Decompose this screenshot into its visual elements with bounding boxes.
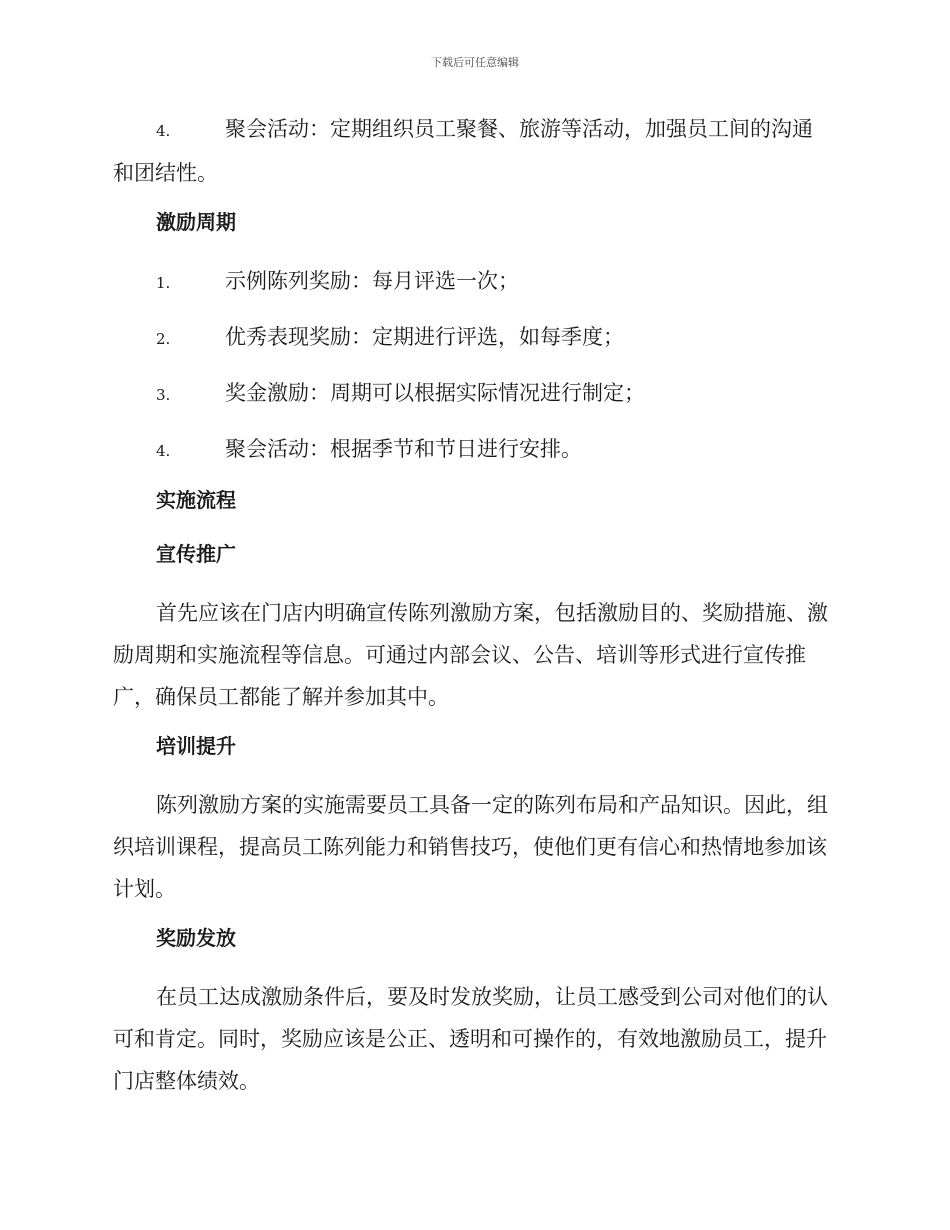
header-note: 下载后可任意编辑 [431, 56, 519, 69]
paragraph-promotion: 首先应该在门店内明确宣传陈列激励方案，包括激励目的、奖励措施、激励周期和实施流程等信息。可通过内部会议、公告、培训等形式进行宣传推广，确保员工都能了解并参加其中。 [113, 601, 828, 709]
paragraph-training: 陈列激励方案的实施需要员工具备一定的陈列布局和产品知识。因此，组织培训课程，提高员工陈列能力和销售技巧，使他们更有信心和热情地参加该计划。 [113, 793, 828, 901]
list-number: 4. [156, 122, 171, 140]
list-number: 4. [156, 442, 171, 460]
paragraph-reward: 在员工达成激励条件后，要及时发放奖励，让员工感受到公司对他们的认可和肯定。同时，奖励应该是公正、透明和可操作的，有效地激励员工，提升门店整体绩效。 [113, 985, 828, 1093]
document-body [113, 108, 833, 1114]
list-item [113, 428, 833, 472]
list-number: 2. [156, 330, 171, 348]
subheading-promotion: 宣传推广 [156, 542, 236, 566]
list-item [113, 372, 833, 416]
section-heading-cycle: 激励周期 [156, 210, 236, 234]
list-text: 示例陈列奖励：每月评选一次； [225, 269, 519, 293]
list-text: 奖金激励：周期可以根据实际情况进行制定； [225, 381, 645, 405]
list-number: 3. [156, 386, 171, 404]
list-text: 聚会活动：定期组织员工聚餐、旅游等活动，加强员工间的沟通和团结性。 [113, 117, 813, 185]
list-text: 聚会活动：根据季节和节日进行安排。 [225, 437, 582, 461]
list-item [113, 108, 833, 194]
list-item [113, 260, 833, 304]
section-heading-process: 实施流程 [156, 488, 236, 512]
subheading-reward: 奖励发放 [156, 926, 236, 950]
list-number: 1. [156, 274, 171, 292]
subheading-training: 培训提升 [156, 734, 236, 758]
list-text: 优秀表现奖励：定期进行评选，如每季度； [225, 325, 624, 349]
list-item [113, 316, 833, 360]
